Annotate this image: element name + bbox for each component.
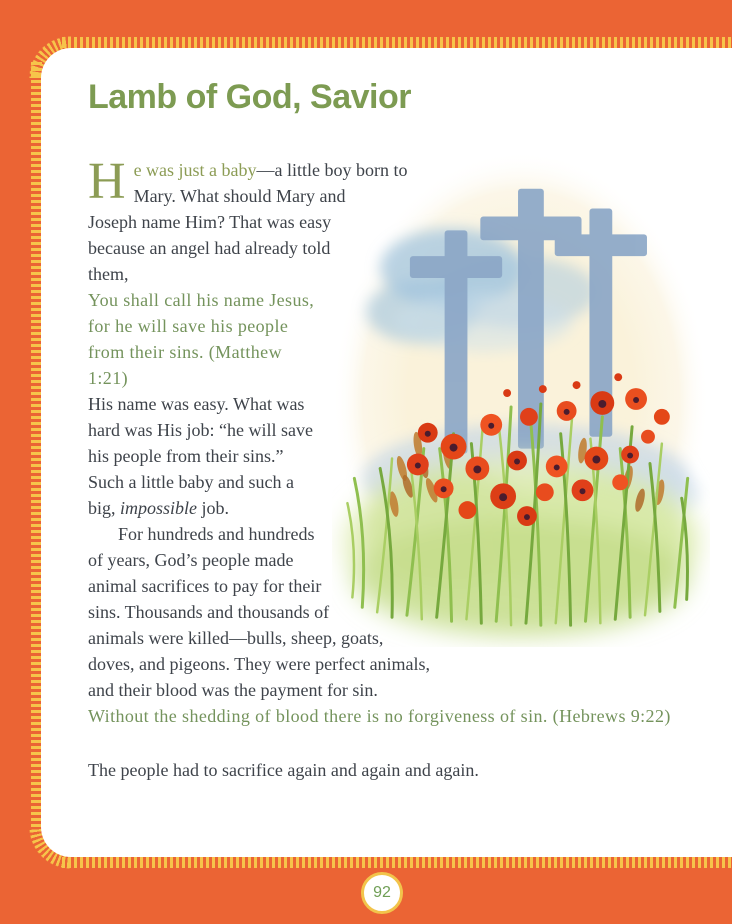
scripture-quote-hebrews: Without the shedding of blood there is no forgiveness of sin. (Hebrews 9:22) (88, 706, 671, 726)
page-number: 92 (373, 884, 391, 901)
scripture-quote-matthew: You shall call his name Jesus, for he will save his people from their sins. (Matthew 1:21) (88, 290, 315, 388)
body-text (88, 153, 710, 783)
drop-cap: H (88, 153, 126, 210)
closing-line: The people had to sacrifice again and again and again. (88, 760, 479, 780)
page-content-card (41, 48, 732, 857)
crosses-poppies-illustration (332, 151, 710, 647)
chapter-title: Lamb of God, Savior (88, 78, 411, 116)
sacrifice-paragraph: For hundreds and hundreds of years, God’s people made animal sacrifices to pay for their sins. Thousands and thousands of animals were killed—bulls, sheep, goats, doves, and pigeons. They were perfect animals, and their blood was the payment for sin. (88, 524, 431, 700)
stitch-border-top (62, 37, 732, 48)
opening-highlight: e was just a baby (133, 160, 257, 180)
name-paragraph-text: His name was easy. What was hard was His job: “he will save his people from their sins.” Such a little baby and such a big, (88, 394, 313, 518)
page-number-badge (361, 872, 403, 914)
impossible-emphasis: impossible (120, 498, 198, 518)
name-paragraph-end: job. (197, 498, 230, 518)
opening-rest: —a little boy born to Mary. What should Mary and Joseph name Him? That was easy because an angel had already told them, (88, 160, 408, 284)
stitch-border-bottom (62, 857, 732, 868)
